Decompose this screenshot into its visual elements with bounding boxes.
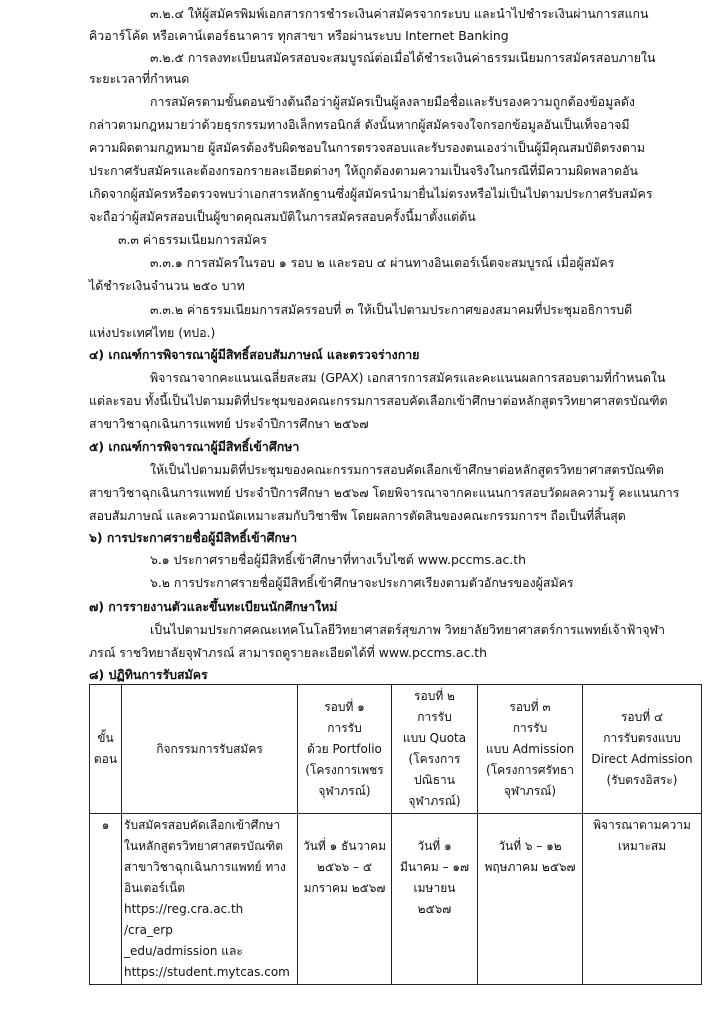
item-3-3-2: ๓.๓.๒ ค่าธรรมเนียมการสมัครรอบที่ ๓ ให้เป็นไปตามประกาศของสมาคมที่ประชุมอธิการบดี: [150, 302, 633, 317]
header-round-2-line: (โครงการ: [408, 752, 461, 766]
applicant-certification-para-6: จะถือว่าผู้สมัครสอบเป็นผู้ขาดคุณสมบัติในการสมัครสอบครั้งนี้มาตั้งแต่ต้น: [89, 209, 476, 224]
heading-4-interview-criteria: ๔) เกณฑ์การพิจารณาผู้มีสิทธิ์สอบสัมภาษณ์ และตรวจร่างกาย: [89, 347, 420, 362]
cell-round-2: [392, 814, 478, 985]
criteria-4-para-2: แต่ละรอบ ทั้งนี้เป็นไปตามมติที่ประชุมของคณะกรรมการสอบคัดเลือกเข้าศึกษาต่อหลักสูตรวิทยาศาสตรบัณฑิต: [89, 393, 668, 408]
cell-round-1-line: ๒๕๖๖ – ๕: [317, 860, 372, 874]
heading-7-registration: ๗) การรายงานตัวและขึ้นทะเบียนนักศึกษาใหม่: [89, 599, 338, 614]
heading-5-admission-criteria: ๕) เกณฑ์การพิจารณาผู้มีสิทธิ์เข้าศึกษา: [89, 439, 300, 454]
item-3-2-5: ๓.๒.๕ การลงทะเบียนสมัครสอบจะสมบูรณ์ต่อเมื่อได้ชำระเงินค่าธรรมเนียมการสมัครสอบภายใน: [150, 50, 656, 65]
header-round-3-line: แบบ Admission: [485, 741, 575, 756]
header-round-1-line: รอบที่ ๑: [324, 699, 365, 714]
criteria-4-para: พิจารณาจากคะแนนเฉลี่ยสะสม (GPAX) เอกสารการสมัครและคะแนนผลการสอบตามที่กำหนดใน: [150, 370, 666, 385]
header-step-line: ตอน: [93, 752, 118, 766]
criteria-5-para-3: สอบสัมภาษณ์ และความถนัดเหมาะสมกับวิชาชีพ โดยผลการตัดสินของคณะกรรมการฯ ถือเป็นที่สิ้นสุด: [89, 508, 626, 523]
item-3-3-2-cont: แห่งประเทศไทย (ทปอ.): [89, 325, 216, 340]
registration-url-line[interactable]: /cra_erp: [124, 923, 173, 937]
cell-round-2-line: มีนาคม – ๑๗: [399, 860, 470, 874]
cell-round-3: [478, 814, 583, 985]
application-calendar-table: [89, 684, 702, 985]
header-activity: [122, 685, 298, 814]
header-step-line: ขั้น: [97, 731, 114, 745]
header-activity-line: กิจกรรมการรับสมัคร: [156, 741, 263, 756]
criteria-5-para: ให้เป็นไปตามมติที่ประชุมของคณะกรรมการสอบคัดเลือกเข้าศึกษาต่อหลักสูตรวิทยาศาสตรบัณฑิต: [150, 462, 664, 477]
table-row: [90, 814, 702, 985]
cell-activity-line: ในหลักสูตรวิทยาศาสตรบัณฑิต: [124, 839, 283, 853]
header-round-4-line: (รับตรงอิสระ): [606, 773, 678, 787]
header-round-1: [298, 685, 392, 814]
header-round-3: [478, 685, 583, 814]
applicant-certification-para-4: ประกาศรับสมัครและต้องกรอกรายละเอียดต่างๆ ให้ถูกต้องตามความเป็นจริงในกรณีที่มีความผิดพลาดอัน: [89, 163, 639, 178]
header-round-3-line: (โครงการศรัทธา: [486, 762, 574, 777]
cell-round-2-line: ๒๕๖๗: [417, 902, 452, 916]
header-round-3-line: รอบที่ ๓: [509, 699, 551, 714]
applicant-certification-para: การสมัครตามขั้นตอนข้างต้นถือว่าผู้สมัครเป็นผู้ลงลายมือชื่อและรับรองความถูกต้องข้อมูลดัง: [150, 94, 635, 109]
heading-6-announcement: ๖) การประกาศรายชื่อผู้มีสิทธิ์เข้าศึกษา: [89, 530, 298, 545]
cell-activity-line: สาขาวิชาฉุกเฉินการแพทย์ ทาง: [124, 860, 286, 874]
registration-para: เป็นไปตามประกาศคณะเทคโนโลยีวิทยาศาสตร์สุขภาพ วิทยาลัยวิทยาศาสตร์การแพทย์เจ้าฟ้าจุฬา: [150, 622, 665, 637]
applicant-certification-para-3: ความผิดตามกฎหมาย ผู้สมัครต้องรับผิดชอบในการตรวจสอบและรับรองตนเองว่าเป็นผู้มีคุณสมบัติตรงตาม: [89, 140, 646, 155]
cell-round-1-line: [300, 815, 389, 836]
registration-para-cont-final: ภรณ์ ราชวิทยาลัยจุฬาภรณ์ สามารถดูรายละเอียดได้ที่ www.pccms.ac.th: [89, 645, 487, 660]
cell-round-3-line: [480, 815, 580, 836]
header-round-1-line: (โครงการเพชร: [305, 762, 384, 777]
criteria-5-para-2: สาขาวิชาฉุกเฉินการแพทย์ ประจำปีการศึกษา ๒๕๖๗ โดยพิจารณาจากคะแนนการสอบวัดผลความรู้ คะแนนการ: [89, 485, 680, 500]
applicant-certification-para-2: กล่าวตามกฎหมายว่าด้วยธุรกรรมทางอิเล็กทรอนิกส์ ดังนั้นหากผู้สมัครจงใจกรอกข้อมูลอันเป็นเท็จอาจมี: [89, 117, 630, 132]
header-round-3-line: จุฬาภรณ์): [503, 783, 557, 798]
cell-round-1-line: วันที่ ๑ ธันวาคม: [302, 839, 387, 853]
cell-round-3-line: พฤษภาคม ๒๕๖๗: [484, 860, 576, 874]
header-round-1-line: จุฬาภรณ์): [318, 783, 371, 798]
cell-activity-line: อินเตอร์เน็ต: [124, 881, 186, 895]
item-3-2-5-cont: ระยะเวลาที่กำหนด: [89, 71, 190, 86]
header-round-2-line: ปณิธาน: [413, 773, 455, 787]
header-round-2-line: จุฬาภรณ์): [408, 794, 461, 808]
cell-round-4: [583, 814, 702, 985]
cell-round-2-line: วันที่ ๑: [417, 839, 452, 853]
header-round-2-line: การรับ: [417, 710, 452, 724]
item-3-2-4-cont: คิวอาร์โค้ด หรือเคาน์เตอร์ธนาคาร ทุกสาขา หรือผ่านระบบ Internet Banking: [89, 28, 509, 43]
cell-round-4-line: พิจารณาตามความ: [593, 818, 691, 832]
header-round-4-line: การรับตรงแบบ: [603, 731, 681, 745]
item-6-1: ๖.๑ ประกาศรายชื่อผู้มีสิทธิ์เข้าศึกษาที่ทางเว็บไซต์ www.pccms.ac.th: [150, 552, 526, 567]
cell-activity: [122, 814, 298, 985]
cell-round-2-line: [394, 815, 475, 836]
cell-step-line: ๑: [101, 818, 110, 832]
header-round-2-line: แบบ Quota: [402, 731, 467, 745]
header-round-4: [583, 685, 702, 814]
item-3-3-1: ๓.๓.๑ การสมัครในรอบ ๑ รอบ ๒ และรอบ ๔ ผ่านทางอินเตอร์เน็ตจะสมบูรณ์ เมื่อผู้สมัคร: [150, 255, 615, 270]
header-round-4-line: รอบที่ ๔: [620, 710, 664, 724]
header-round-2-line: รอบที่ ๒: [414, 689, 455, 703]
heading-8-calendar: ๘) ปฏิทินการรับสมัคร: [89, 667, 208, 682]
registration-url-line[interactable]: _edu/admission และ: [124, 944, 243, 958]
cell-round-1: [298, 814, 392, 985]
mytcas-url-line[interactable]: https://student.mytcas.com: [124, 965, 290, 979]
header-round-1-line: ด้วย Portfolio: [307, 741, 382, 756]
criteria-4-para-3: สาขาวิชาฉุกเฉินการแพทย์ ประจำปีการศึกษา ๒๕๖๗: [89, 416, 369, 431]
cell-step: [90, 814, 122, 985]
registration-url-line[interactable]: https://reg.cra.ac.th: [124, 902, 244, 916]
header-round-4-line: Direct Admission: [591, 752, 693, 766]
cell-round-1-line: มกราคม ๒๕๖๗: [303, 881, 386, 895]
applicant-certification-para-5: เกิดจากผู้สมัครหรือตรวจพบว่าเอกสารหลักฐานซึ่งผู้สมัครนำมายื่นไม่ตรงหรือไม่เป็นไปตามประกาศรับสมัคร: [89, 186, 653, 201]
heading-3-3-fees: ๓.๓ ค่าธรรมเนียมการสมัคร: [118, 232, 268, 247]
cell-round-4-line: เหมาะสม: [617, 839, 667, 853]
table-header-row: [90, 685, 702, 814]
item-3-2-4: ๓.๒.๔ ให้ผู้สมัครพิมพ์เอกสารการชำระเงินค่าสมัครจากระบบ และนำไปชำระเงินผ่านการสแกน: [150, 6, 649, 21]
header-round-3-line: การรับ: [512, 720, 548, 735]
header-step: [90, 685, 122, 814]
cell-activity-line: รับสมัครสอบคัดเลือกเข้าศึกษา: [124, 818, 281, 832]
item-6-2: ๖.๒ การประกาศรายชื่อผู้มีสิทธิ์เข้าศึกษาจะประกาศเรียงตามตัวอักษรของผู้สมัคร: [150, 575, 574, 590]
header-round-2: [392, 685, 478, 814]
item-3-3-1-cont: ได้ชำระเงินจำนวน ๒๕๐ บาท: [89, 278, 245, 293]
header-round-1-line: การรับ: [327, 720, 362, 735]
cell-round-3-line: วันที่ ๖ – ๑๒: [498, 839, 562, 853]
cell-round-2-line: เมษายน: [413, 881, 456, 895]
